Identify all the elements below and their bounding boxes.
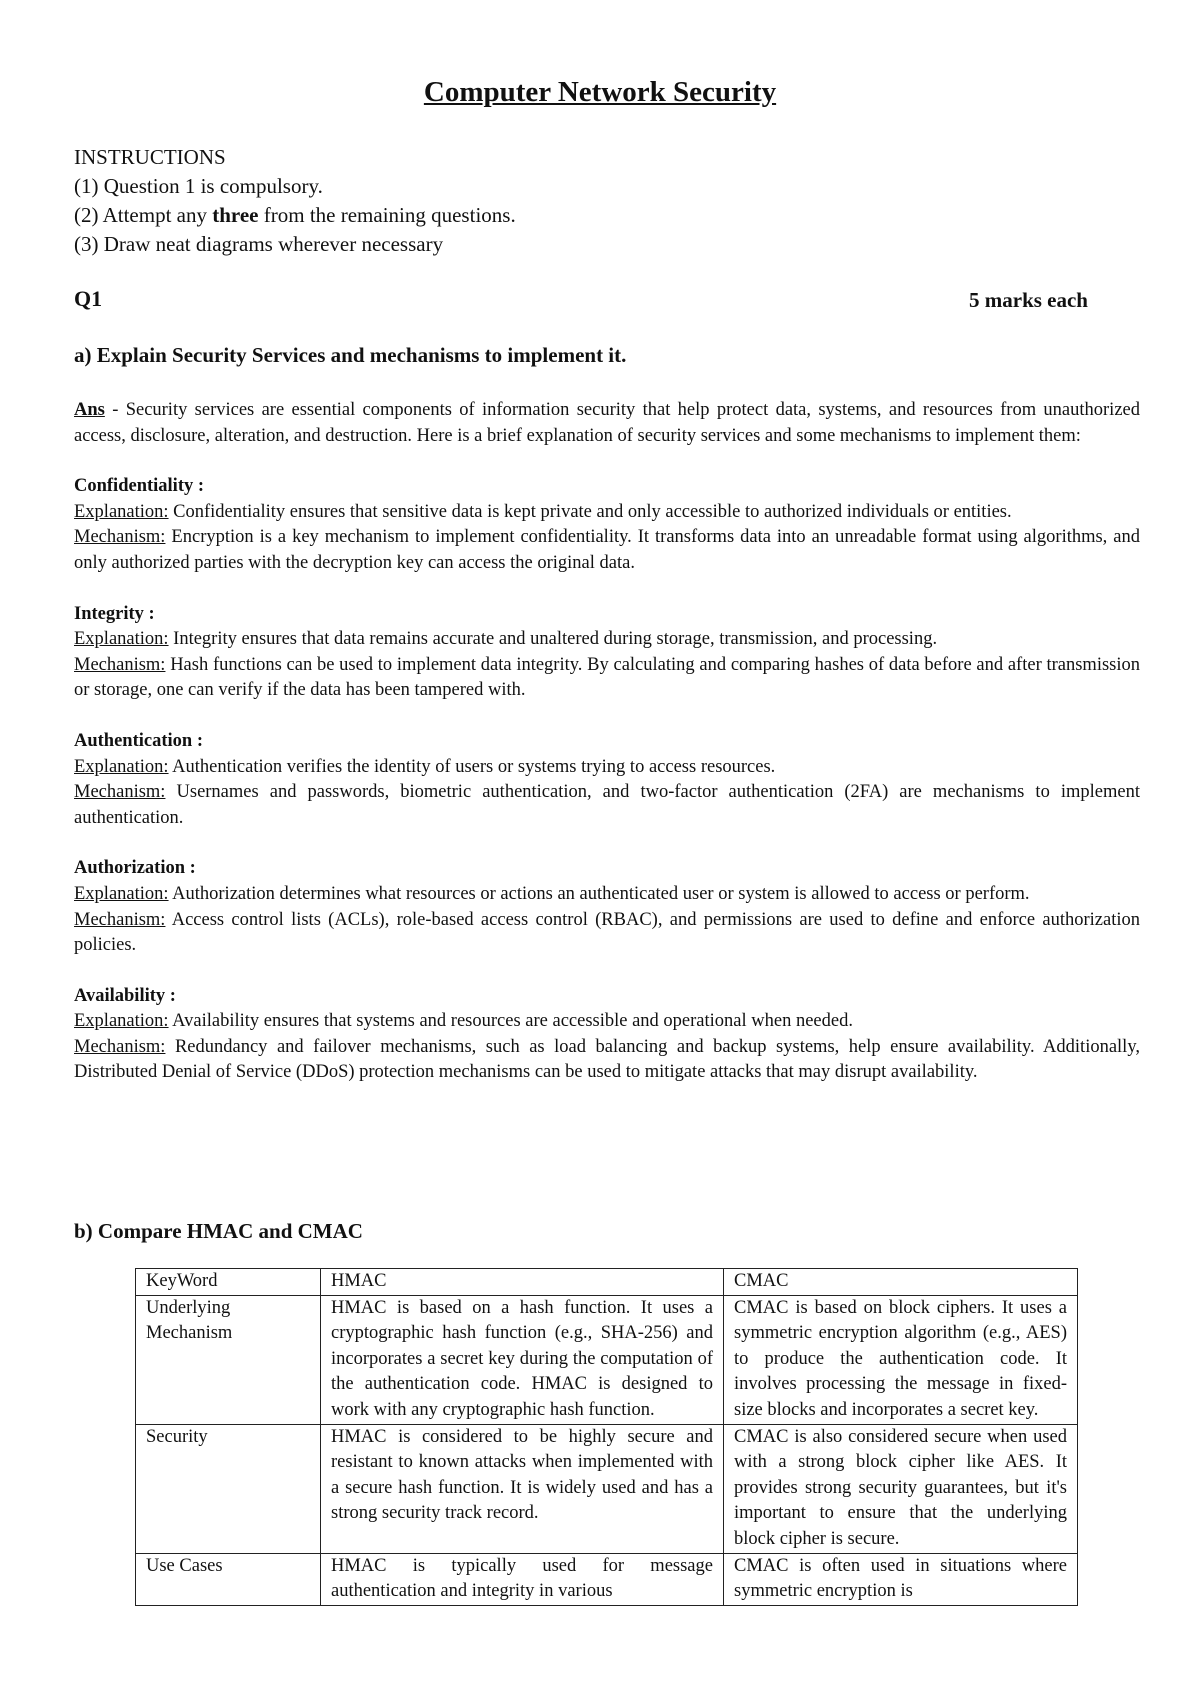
table-row <box>136 1424 1078 1553</box>
explanation-label: Explanation: <box>74 501 169 522</box>
ans-text: - Security services are essential components of information security that help protect data, systems, and resources from unauthorized access, disclosure, alteration, and destruction. Here is a brief explanation of security services and some mechanisms to implement them: <box>74 400 1140 446</box>
explanation-text: Integrity ensures that data remains accurate and unaltered during storage, transmission, and processing. <box>168 629 938 650</box>
section-title: Authentication : <box>74 730 203 751</box>
explanation-label: Explanation: <box>74 1011 169 1032</box>
section-mechanism <box>74 653 1140 704</box>
table-cell: CMAC is based on block ciphers. It uses a symmetric encryption algorithm (e.g., AES) to produce the authentication code. It involves processing the message in fixed-size blocks and incorporates a secret key. <box>724 1295 1078 1424</box>
table-header-cell: KeyWord <box>136 1269 321 1296</box>
mechanism-label: Mechanism: <box>74 1036 166 1057</box>
instructions <box>74 143 516 259</box>
section-explanation <box>74 627 1140 653</box>
section-availability <box>74 984 1140 1086</box>
section-title: Authorization : <box>74 858 196 879</box>
mechanism-text: Encryption is a key mechanism to implement confidentiality. It transforms data into an unreadable format using algorithms, and only authorized parties with the decryption key can access the original data. <box>74 527 1140 573</box>
table-header-cell: HMAC <box>321 1269 724 1296</box>
section-mechanism <box>74 525 1140 576</box>
table-cell: Underlying Mechanism <box>136 1295 321 1424</box>
instruction-2-pre: (2) Attempt any <box>74 203 213 227</box>
comparison-table <box>135 1268 1078 1606</box>
section-title: Availability : <box>74 985 176 1006</box>
explanation-label: Explanation: <box>74 756 169 777</box>
explanation-label: Explanation: <box>74 883 169 904</box>
explanation-text: Authorization determines what resources or actions an authenticated user or system is allowed to access or perform. <box>168 883 1030 904</box>
instructions-heading: INSTRUCTIONS <box>74 145 226 169</box>
section-authorization <box>74 856 1140 958</box>
mechanism-label: Mechanism: <box>74 654 166 675</box>
section-mechanism <box>74 908 1140 959</box>
explanation-label: Explanation: <box>74 629 169 650</box>
section-confidentiality <box>74 474 1140 576</box>
question-marks: 5 marks each <box>969 288 1088 312</box>
table-header-cell: CMAC <box>724 1269 1078 1296</box>
table-cell: Security <box>136 1424 321 1553</box>
mechanism-text: Usernames and passwords, biometric authentication, and two-factor authentication (2FA) are mechanisms to implement authentication. <box>74 782 1140 828</box>
section-title: Integrity : <box>74 603 155 624</box>
section-mechanism <box>74 1035 1140 1086</box>
mechanism-text: Hash functions can be used to implement data integrity. By calculating and comparing hashes of data before and after transmission or storage, one can verify if the data has been tampered with. <box>74 654 1140 701</box>
part-a-heading: a) Explain Security Services and mechanisms to implement it. <box>74 343 627 367</box>
section-explanation <box>74 1009 1140 1035</box>
table-cell: CMAC is also considered secure when used with a strong block cipher like AES. It provides strong security guarantees, but it's important to ensure that the underlying block cipher is secure. <box>724 1424 1078 1553</box>
section-integrity <box>74 602 1140 704</box>
instruction-2-bold: three <box>212 203 259 227</box>
table-row <box>136 1295 1078 1424</box>
table-cell: HMAC is typically used for message authentication and integrity in various <box>321 1553 724 1605</box>
ans-label: Ans <box>74 400 105 420</box>
section-authentication <box>74 729 1140 831</box>
part-a-answer <box>74 398 1140 1086</box>
section-explanation <box>74 882 1140 908</box>
answer-intro <box>74 398 1140 449</box>
table-cell: Use Cases <box>136 1553 321 1605</box>
mechanism-label: Mechanism: <box>74 527 166 548</box>
explanation-text: Confidentiality ensures that sensitive data is kept private and only accessible to authorized individuals or entities. <box>168 501 1012 522</box>
page-title: Computer Network Security <box>423 76 777 108</box>
part-b-heading: b) Compare HMAC and CMAC <box>74 1219 363 1243</box>
instruction-3: (3) Draw neat diagrams wherever necessary <box>74 232 444 256</box>
mechanism-text: Access control lists (ACLs), role-based access control (RBAC), and permissions are used to define and enforce authorization policies. <box>74 909 1140 956</box>
section-explanation <box>74 500 1140 526</box>
table-header-row <box>136 1269 1078 1296</box>
instruction-1: (1) Question 1 is compulsory. <box>74 174 323 198</box>
table-row <box>136 1553 1078 1605</box>
question-label: Q1 <box>74 286 103 311</box>
table-cell: CMAC is often used in situations where symmetric encryption is <box>724 1553 1078 1605</box>
mechanism-label: Mechanism: <box>74 909 166 930</box>
section-mechanism <box>74 780 1140 831</box>
section-title: Confidentiality : <box>74 476 205 497</box>
explanation-text: Availability ensures that systems and resources are accessible and operational when needed. <box>168 1011 853 1032</box>
table-cell: HMAC is considered to be highly secure and resistant to known attacks when implemented with a secure hash function. It is widely used and has a strong security track record. <box>321 1424 724 1553</box>
mechanism-text: Redundancy and failover mechanisms, such as load balancing and backup systems, help ensure availability. Additionally, Distributed Denial of Service (DDoS) protection mechanisms can be used to mitigate attacks that may disrupt availability. <box>74 1036 1140 1083</box>
mechanism-label: Mechanism: <box>74 782 166 803</box>
instruction-2 <box>74 201 516 230</box>
section-explanation <box>74 755 1140 781</box>
instruction-2-post: from the remaining questions. <box>258 203 516 227</box>
explanation-text: Authentication verifies the identity of users or systems trying to access resources. <box>168 756 776 777</box>
table-cell: HMAC is based on a hash function. It uses a cryptographic hash function (e.g., SHA-256) and incorporates a secret key during the computation of the authentication code. HMAC is designed to work with any cryptographic hash function. <box>321 1295 724 1424</box>
